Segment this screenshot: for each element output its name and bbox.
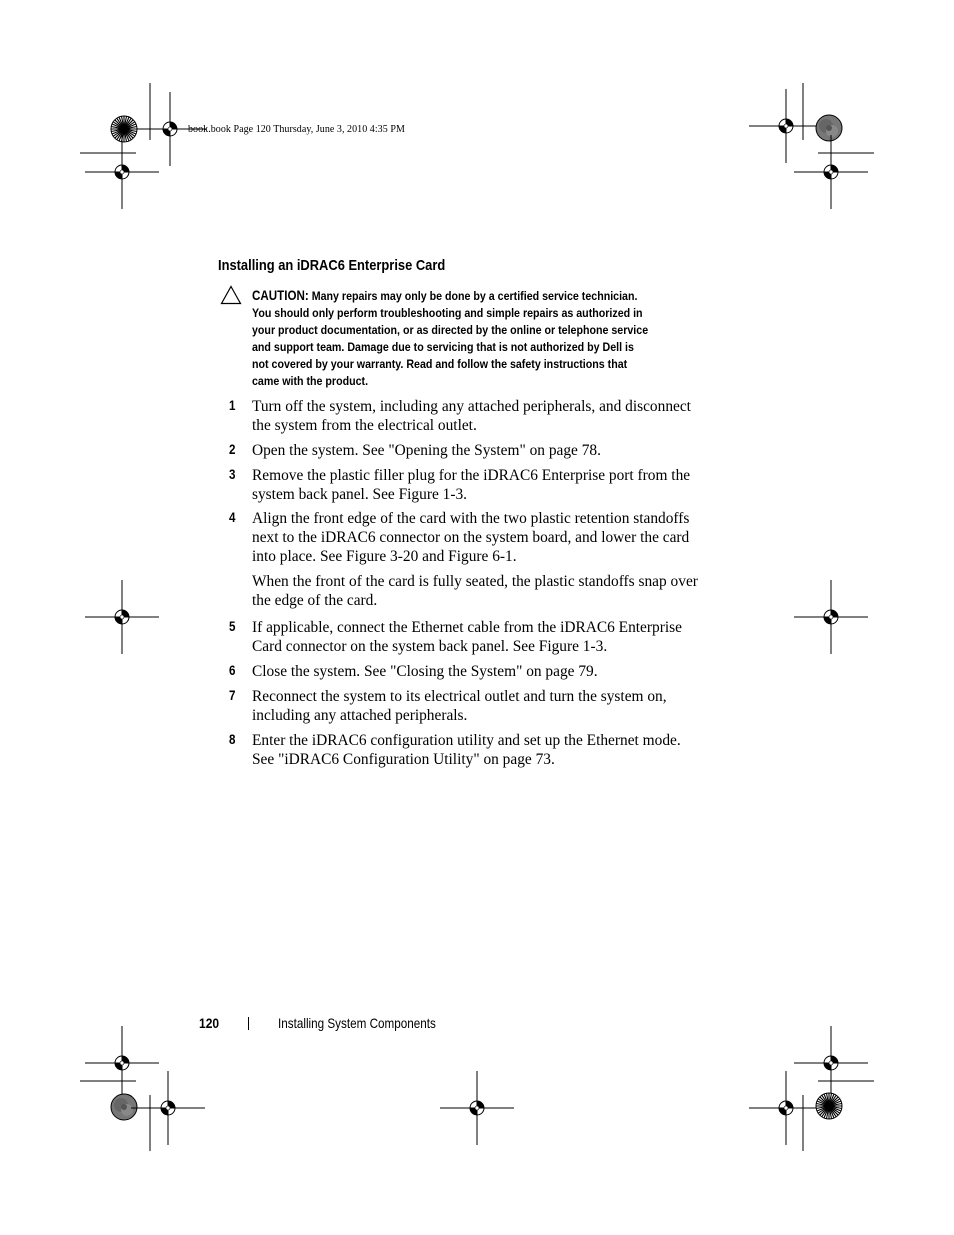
caution-text-line: Many repairs may only be done by a certified service technician. — [311, 289, 638, 303]
registration-crosshair-mark — [794, 1026, 868, 1100]
registration-crosshair-mark — [749, 89, 823, 163]
step-line: If applicable, connect the Ethernet cable from the iDRAC6 Enterprise — [252, 619, 682, 636]
registration-crosshair-mark — [749, 1071, 823, 1145]
caution-notice — [252, 287, 699, 391]
caution-text-line: your product documentation, or as directed by the online or telephone service — [252, 323, 649, 338]
step-line: Enter the iDRAC6 configuration utility and set up the Ethernet mode. — [252, 732, 681, 749]
step-line: When the front of the card is fully seated, the plastic standoffs snap over — [252, 573, 698, 590]
caution-label: CAUTION: — [252, 288, 309, 303]
caution-text-line: came with the product. — [252, 374, 369, 389]
page-number: 120 — [199, 1015, 220, 1031]
caution-text-line: You should only perform troubleshooting and simple repairs as authorized in — [252, 306, 643, 321]
step-line: Card connector on the system back panel. See Figure 1-3. — [252, 638, 608, 655]
registration-crosshair-mark — [85, 1026, 159, 1100]
step-line: Open the system. See "Opening the System" on page 78. — [252, 442, 601, 459]
step-text — [252, 509, 712, 566]
step-line: Remove the plastic filler plug for the iDRAC6 Enterprise port from the — [252, 467, 691, 484]
step-line: system back panel. See Figure 1-3. — [252, 486, 467, 503]
step-text — [252, 466, 712, 504]
color-bar-star-mark — [816, 1093, 842, 1119]
step-number: 7 — [229, 688, 236, 703]
registration-crosshair-mark — [794, 580, 868, 654]
step-line: the edge of the card. — [252, 592, 378, 609]
step-line: next to the iDRAC6 connector on the system board, and lower the card — [252, 529, 690, 546]
step-number: 8 — [229, 732, 236, 747]
caution-text-line: and support team. Damage due to servicing that is not authorized by Dell is — [252, 340, 634, 355]
step-line: See "iDRAC6 Configuration Utility" on page 73. — [252, 751, 555, 768]
gray-density-mark — [111, 1094, 137, 1120]
step-number: 6 — [229, 663, 236, 678]
step-line: the system from the electrical outlet. — [252, 417, 477, 434]
registration-crosshair-mark — [794, 135, 868, 209]
section-heading: Installing an iDRAC6 Enterprise Card — [218, 257, 446, 274]
step-text — [252, 662, 712, 681]
step-number: 1 — [229, 398, 236, 413]
step-number: 2 — [229, 442, 236, 457]
gray-density-mark — [816, 115, 842, 141]
step-text — [252, 441, 712, 460]
caution-icon — [220, 285, 242, 305]
step-text — [252, 731, 712, 769]
caution-text-line: not covered by your warranty. Read and follow the safety instructions that — [252, 357, 628, 372]
step-line: Align the front edge of the card with the two plastic retention standoffs — [252, 510, 690, 527]
registration-crosshair-mark — [440, 1071, 514, 1145]
step-number: 3 — [229, 467, 236, 482]
registration-crosshair-mark — [85, 135, 159, 209]
registration-crosshair-mark — [85, 580, 159, 654]
footer-divider — [248, 1017, 249, 1030]
registration-crosshair-mark — [131, 1071, 205, 1145]
footer-section-name: Installing System Components — [278, 1016, 436, 1031]
step-note-paragraph — [252, 572, 712, 610]
print-header-info: book.book Page 120 Thursday, June 3, 2010 4:35 PM — [188, 124, 405, 135]
step-line: into place. See Figure 3-20 and Figure 6-1. — [252, 548, 517, 565]
step-line: Reconnect the system to its electrical outlet and turn the system on, — [252, 688, 667, 705]
step-line: Turn off the system, including any attached peripherals, and disconnect — [252, 398, 691, 415]
step-line: Close the system. See "Closing the System" on page 79. — [252, 663, 598, 680]
step-text — [252, 687, 712, 725]
step-number: 4 — [229, 510, 236, 525]
step-number: 5 — [229, 619, 236, 634]
step-text — [252, 618, 712, 656]
step-text — [252, 397, 712, 435]
step-line: including any attached peripherals. — [252, 707, 468, 724]
